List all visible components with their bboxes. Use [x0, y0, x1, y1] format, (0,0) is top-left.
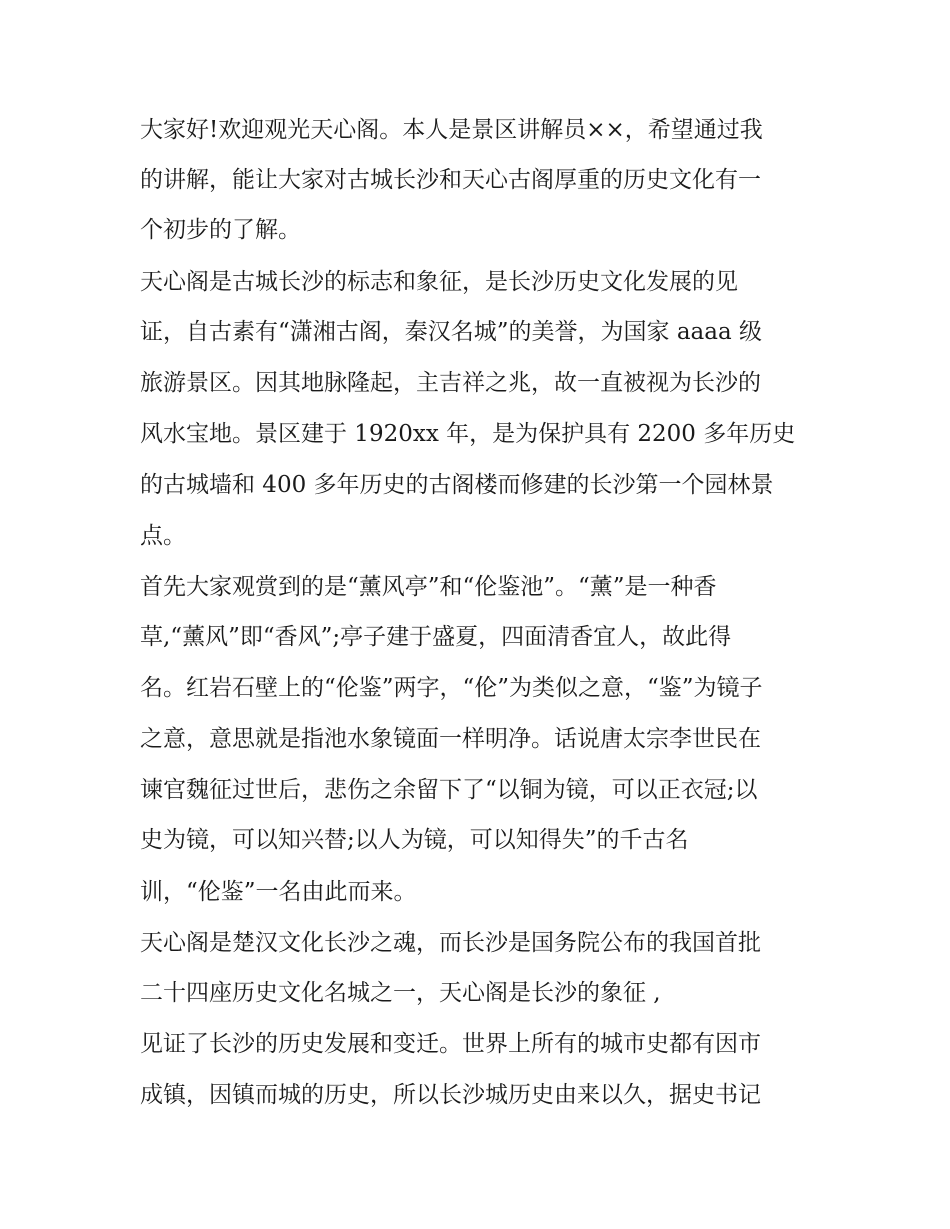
text-line: 大家好!欢迎观光天心阁。本人是景区讲解员××，希望通过我: [140, 117, 763, 143]
text-line: 谏官魏征过世后，悲伤之余留下了“以铜为镜，可以正衣冠;以: [140, 777, 758, 803]
text-line: 之意，意思就是指池水象镜面一样明净。话说唐太宗李世民在: [140, 726, 761, 752]
text-line: 草,“薰风”即“香风”;亭子建于盛夏，四面清香宜人，故此得: [140, 624, 732, 650]
text-line: 旅游景区。因其地脉隆起，主吉祥之兆，故一直被视为长沙的: [140, 370, 761, 396]
text-line: 个初步的了解。: [140, 217, 301, 243]
text-line: 证，自古素有“潇湘古阁，秦汉名城”的美誉，为国家 aaaa 级: [140, 319, 762, 345]
text-line: 点。: [140, 523, 186, 549]
text-line: 首先大家观赏到的是“薰风亭”和“伦鉴池”。“薰”是一种香: [140, 574, 717, 600]
text-line: 史为镜，可以知兴替;以人为镜，可以知得失”的千古名: [140, 827, 689, 853]
text-line: 天心阁是楚汉文化长沙之魂，而长沙是国务院公布的我国首批: [140, 930, 761, 956]
text-line: 二十四座历史文化名城之一，天心阁是长沙的象征 ,: [140, 980, 661, 1006]
text-line: 的古城墙和 400 多年历史的古阁楼而修建的长沙第一个园林景: [140, 472, 774, 498]
text-line: 训，“伦鉴”一名由此而来。: [140, 879, 417, 905]
text-line: 天心阁是古城长沙的标志和象征，是长沙历史文化发展的见: [140, 269, 738, 295]
text-line: 的讲解，能让大家对古城长沙和天心古阁厚重的历史文化有一: [140, 167, 761, 193]
text-line: 见证了长沙的历史发展和变迁。世界上所有的城市史都有因市: [140, 1031, 761, 1057]
text-line: 风水宝地。景区建于 1920xx 年，是为保护具有 2200 多年历史: [140, 421, 796, 447]
text-line: 名。红岩石壁上的“伦鉴”两字，“伦”为类似之意，“鉴”为镜子: [140, 675, 763, 701]
text-line: 成镇，因镇而城的历史，所以长沙城历史由来以久，据史书记: [140, 1082, 761, 1108]
